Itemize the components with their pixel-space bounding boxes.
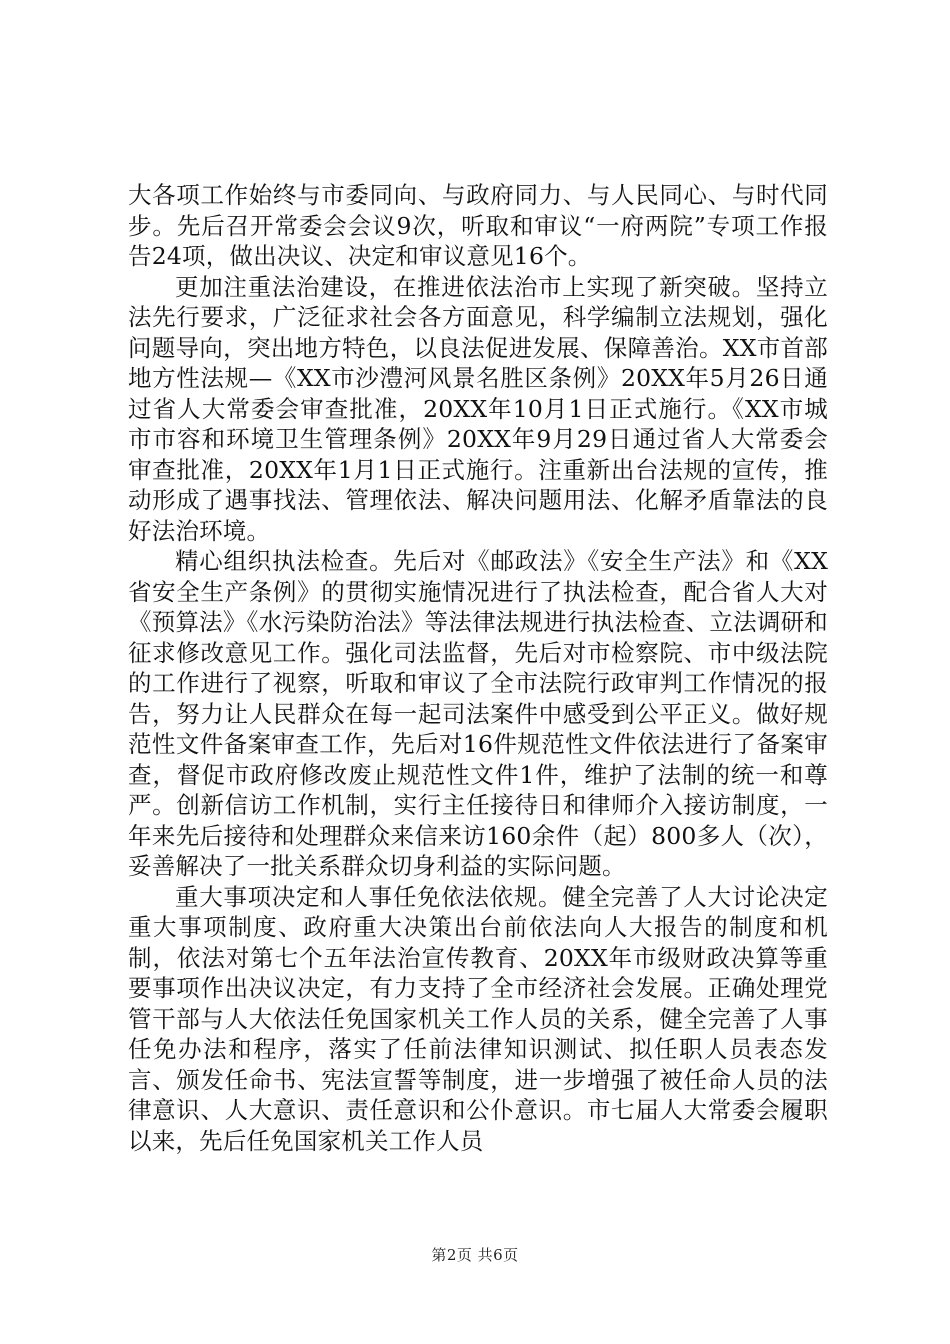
paragraph-rule-of-law: 更加注重法治建设，在推进依法治市上实现了新突破。坚持立法先行要求，广泛征求社会各方面意见，科学编制立法规划，强化问题导向，突出地方特色，以良法促进发展、保障善治。XX市首部地方性法规—《XX市沙澧河风景名胜区条例》20XX年5月26日通过省人大常委会审查批准，20XX年10月1日正式施行。《XX市城市市容和环境卫生管理条例》20XX年9月29日通过省人大常委会审查批准，20XX年1月1日正式施行。注重新出台法规的宣传，推动形成了遇事找法、管理依法、解决问题用法、化解矛盾靠法的良好法治环境。 [128,272,828,545]
paragraph-continuation: 大各项工作始终与市委同向、与政府同力、与人民同心、与时代同步。先后召开常委会会议9次，听取和审议“一府两院”专项工作报告24项，做出决议、决定和审议意见16个。 [128,181,828,270]
page-footer: 第2页 共6页 [431,1246,519,1264]
paragraph-law-enforcement: 精心组织执法检查。先后对《邮政法》《安全生产法》和《XX省安全生产条例》的贯彻实施情况进行了执法检查，配合省人大对《预算法》《水污染防治法》等法律法规进行执法检查、立法调研和征求修改意见工作。强化司法监督，先后对市检察院、市中级法院的工作进行了视察，听取和审议了全市法院行政审判工作情况的报告，努力让人民群众在每一起司法案件中感受到公平正义。做好规范性文件备案审查工作，先后对16件规范性文件依法进行了备案审查，督促市政府修改废止规范性文件1件，维护了法制的统一和尊严。创新信访工作机制，实行主任接待日和律师介入接访制度，一年来先后接待和处理群众来信来访160余件（起）800多人（次），妥善解决了一批关系群众切身利益的实际问题。 [128,547,828,880]
paragraph-major-decisions: 重大事项决定和人事任免依法依规。健全完善了人大讨论决定重大事项制度、政府重大决策出台前依法向人大报告的制度和机制，依法对第七个五年法治宣传教育、20XX年市级财政决算等重要事项作出决议决定，有力支持了全市经济社会发展。正确处理党管干部与人大依法任免国家机关工作人员的关系，健全完善了人事任免办法和程序，落实了任前法律知识测试、拟任职人员表态发言、颁发任命书、宪法宣誓等制度，进一步增强了被任命人员的法律意识、人大意识、责任意识和公仆意识。市七届人大常委会履职以来，先后任免国家机关工作人员 [128,882,828,1155]
document-body [128,180,828,1156]
